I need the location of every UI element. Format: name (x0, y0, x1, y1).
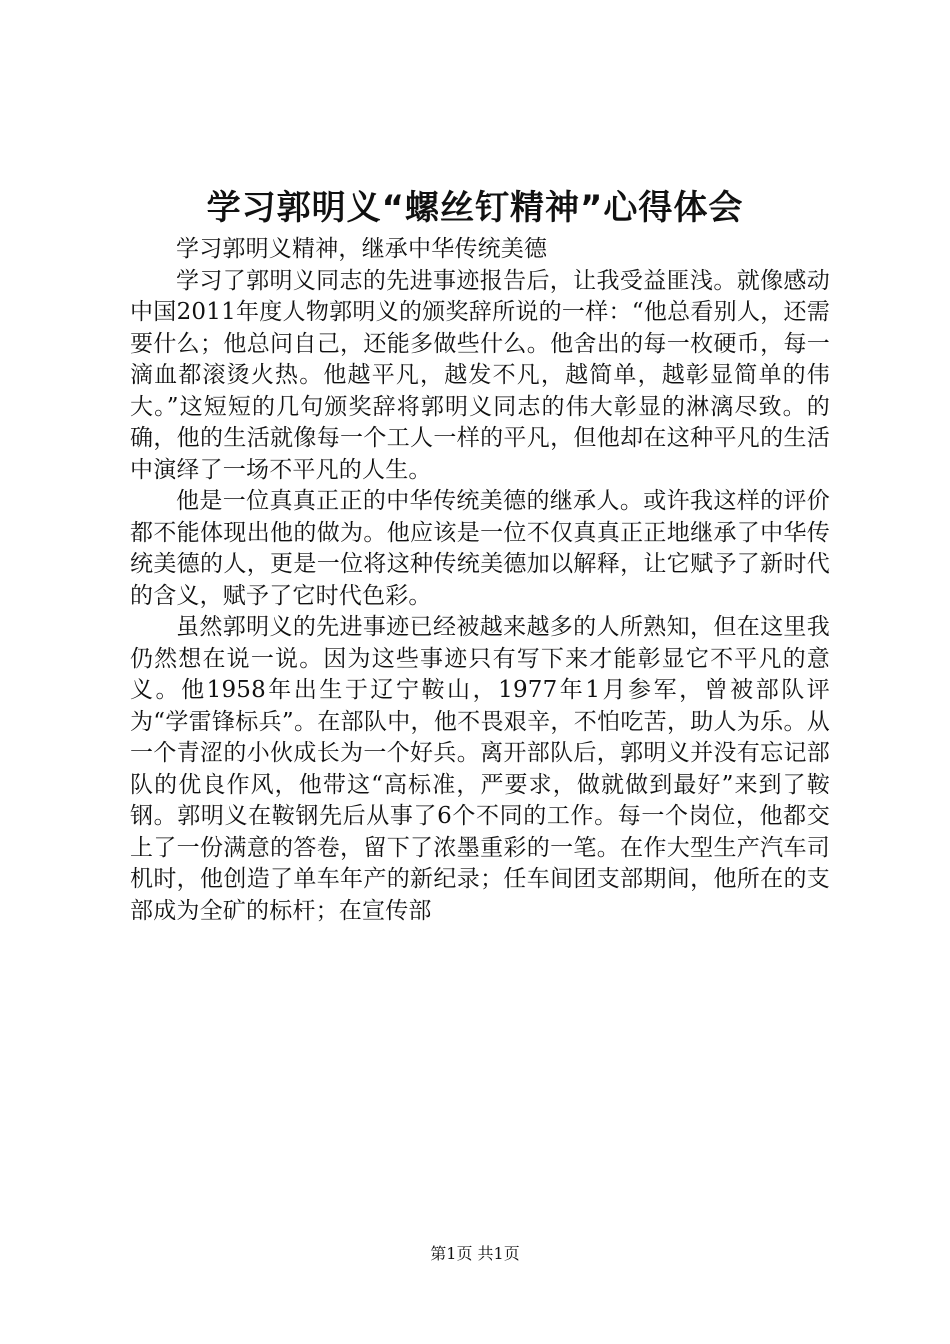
body-paragraph: 学习了郭明义同志的先进事迹报告后，让我受益匪浅。就像感动中国2011年度人物郭明义的颁奖辞所说的一样：“他总看别人，还需要什么；他总问自己，还能多做些什么。他舍出的每一枚硬币，每一滴血都滚烫火热。他越平凡，越发不凡，越简单，越彰显简单的伟大。”这短短的几句颁奖辞将郭明义同志的伟大彰显的淋漓尽致。的确，他的生活就像每一个工人一样的平凡，但他却在这种平凡的生活中演绎了一场不平凡的人生。 (130, 267, 830, 483)
document-body (130, 234, 830, 927)
body-paragraph: 虽然郭明义的先进事迹已经被越来越多的人所熟知，但在这里我仍然想在说一说。因为这些事迹只有写下来才能彰显它不平凡的意义。他1958年出生于辽宁鞍山，1977年1月参军，曾被部队评为“学雷锋标兵”。在部队中，他不畏艰辛，不怕吃苦，助人为乐。从一个青涩的小伙成长为一个好兵。离开部队后，郭明义并没有忘记部队的优良作风，他带这“高标准，严要求，做就做到最好”来到了鞍钢。郭明义在鞍钢先后从事了6个不同的工作。每一个岗位，他都交上了一份满意的答卷，留下了浓墨重彩的一笔。在作大型生产汽车司机时，他创造了单车年产的新纪录；任车间团支部期间，他所在的支部成为全矿的标杆；在宣传部 (130, 614, 830, 924)
subtitle-paragraph: 学习郭明义精神，继承中华传统美德 (176, 236, 548, 262)
body-paragraph: 他是一位真真正正的中华传统美德的继承人。或许我这样的评价都不能体现出他的做为。他应该是一位不仅真真正正地继承了中华传统美德的人，更是一位将这种传统美德加以解释，让它赋予了新时代的含义，赋予了它时代色彩。 (130, 488, 830, 609)
page-footer: 第1页 共1页 (430, 1244, 520, 1263)
document-title: 学习郭明义“螺丝钉精神”心得体会 (206, 188, 744, 228)
